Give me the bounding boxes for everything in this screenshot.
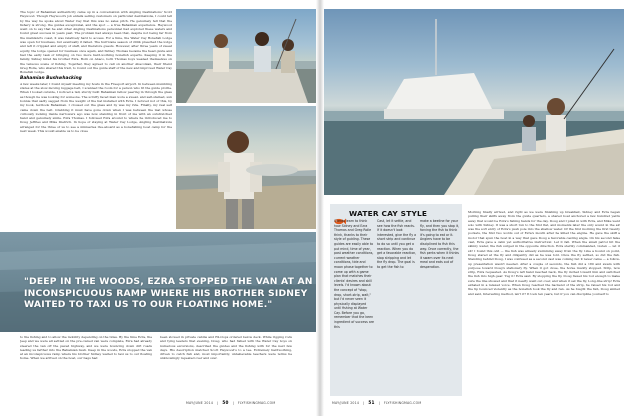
folio-site: FLYFISHINGMAG.COM xyxy=(237,400,276,405)
folio-left: MAY/JUNE 2014 | 50 | FLYFISHINGMAG.COM xyxy=(186,400,276,405)
photo-illustration xyxy=(176,9,316,103)
folio-date: MAY/JUNE 2014 xyxy=(186,400,214,405)
page-number: 51 xyxy=(368,400,375,405)
page-number: 50 xyxy=(222,400,229,405)
photo-angler-with-bonefish xyxy=(176,106,316,229)
fish-icon xyxy=(334,210,346,217)
article-column-3: been stowed in private cabins and Eli-Oops ordered below deck. While rigging rods and tying leaders that evening, Doug, who had fished with the Water Cay boys on numerous excursions, described the guides and the fishing with for the next few days. His description matched Scott Heywood's to a tee. Extremely hardworking, driven to catch fish and, most importantly, unbelievable teachers were terms he unknowingly repeated over and over. xyxy=(160,335,292,361)
sidebar-column-1: Clients learn to think how Sidney and Ezra Thomas and Greg Rolle think, thanks to their style of guiding. These guides are easily able to put mind, time of year, past weather conditions, current weather conditions, tide and moon phase together to come up with a game plan that matches their clients' desires and skill levels. I'd known about the concept of "stop, drop, short-strip, wait," but I'd never seen it physically displayed until fishing at Water Cay. Before you go, remember that the keen ingredient of success are this xyxy=(334,219,374,329)
photo-anglers-on-boat xyxy=(176,9,316,103)
pull-quote: "DEEP IN THE WOODS, EZRA STOPPED THE VAN AT AN INCONSPICUOUS RAMP WHERE HIS BROTHER SIDNEY WAITED TO TAXI US TO OUR FLOATING HOME." xyxy=(24,276,313,310)
folio-right: MAY/JUNE 2014 | 51 | FLYFISHINGMAG.COM xyxy=(332,400,422,405)
sidebar-column-2: Cast, let it settle, and see how the fish reacts. If it doesn't look interested, give the fly a short strip and continue to do so until you get a reaction. When you do get a favorable reaction, stop stripping and let the fly drop. The goal is to get the fish to xyxy=(377,219,417,269)
article-paragraph: A few weeks later, I found myself meeting my hosts in the Freeport airport. In between mumbling stares at the slow-moving luggage belt, I scanned the room for a person who fit the guide profile. When I looked outside, I noticed a tall, sturdy built Bahamian fellow peering in through the glass as though he was looking for someone. The scruffy faced man wore a sweat- and salt-stained, sun bonnie that sadly sagged from the weight of the hat installed with Ezra. I noticed not of this, by my book, textbook Bahamian. I crossed out the glass and by was my ride. Finally, my real self came down the belt. Grabbing it must have gone down when I was between the mat whose curiously looking inside narrowers ago was now standing in front of me with an outstretched hand and genuinely smile. Ezra Thomas. I followed Ezra around to where he introduced me to Doug Jeffries and Mike Dietrich. In hope of staying at Water Cay Lodge, Angling Destinations arranged for the three of us to see a miniseries live-aboard as a bonefishing boat camp for the next week. This would enable us to be close xyxy=(20,81,172,134)
sidebar-title: WATER CAY STYLE xyxy=(349,209,428,218)
photo-illustration xyxy=(176,106,316,229)
sidebar-column-3: make a beeline for your fly, and then you stop it, forcing the fish to think it's going to eat or it. Anglers have to be disciplined to fish this way. Once correctly, the fish perks when it thinks it swam over its next meal and eats out of desperation. xyxy=(420,219,460,269)
article-subhead: Bahamian Bushwhacking xyxy=(20,76,82,82)
article-paragraph: The topic of Bahamian authenticity came up in a conversation with Angling Destinations' Scott Heywood. Though Heywood's job entails selling customers on particular destinations, I could tell by the way he spoke about Water Cay that this was no sales pitch. He genuinely felt that the fishery is strong, the guides exceptional, and the spot — a true Bahamian experience. Heywood went on to say that he and other Angling Destinations personnel had explored these waters and found great success in years past. The problem had always been that, despite not being far from the mainland's coast, it was relatively hard to access. For a time, the Water Cay Bonefish Lodge was open for business, but eventually it failed. The hurricane season of 2004 preached the lodge and left it crippled and empty of staff, and therefore guests. However, after three years of sweat equity, the lodge opened for business once again, and Sidney Thomas became the head guide and had the early task of bringing on two more hard-working bonefish experts. Keeping it in the family, Sidney hired his brother Ezra. Born on Abaco, both Thomas boys weaned themselves on the tenuous scene of fishing. Together, they agreed to call on another Abaconian, their friend Greg Rolle, who shared this trait, to round out the guide staff of the new and improved Water Cay Bonefish Lodge. xyxy=(20,10,172,75)
page-gutter xyxy=(316,0,324,416)
folio-site: FLYFISHINGMAG.COM xyxy=(383,400,422,405)
folio-date: MAY/JUNE 2014 xyxy=(332,400,360,405)
sidebar-header xyxy=(334,209,427,218)
photo-illustration xyxy=(324,9,624,195)
article-column-2: to the fishing and to allow the mobility depending on the tides. By the time Ezra, the Jeep and we were all settled on the pre-owned van were complete, Ezra had already steered the van off the paved highway, and we were bouncing down dirt roads leading us farther into the Bahamian bush. Deep in the woods, Ezra stopped the van at an inconspicuous ramp where his brother Sidney waited to taxi us to our floating home. When we arrived on the boat, our bags had xyxy=(20,335,152,361)
photo-catamaran-mothership xyxy=(324,9,624,195)
article-column-right: Morning finally arrived, and right as we were finishing up breakfast, Sidney and Ezra began pulling their skiffs away from the guide quarters, a shared boat anchored a few hundred yards away that would be Ezra's fishing hands for the day. Doug and I piled in with Ezra, and Mike went solo with Sidney. It was a short run to the first flat, and moments later the only sound in the air was the soft entry of Ezra's push pole into the shallow water. Of the first morning the first twenty pockets, the first two words out of Ezra's mouth after he killed the engine. He gave the skiff a motor that spun the boat in a way that gave Doug a favorable casting angle. On his second false cast, Ezra gave a calm yet authoritative instruction: Let it fall. When the small patrol hit the skinny water, the fish surged in the opposite direction. Ezra sternly commanded, Listen — let it sit! I found this odd — the fish was already swimming away from the fly. Like a hound on point, Doug stared at the fly and diligently did as he was told. Once the fly settled, so did the fish. Standing behind Doug, I was confused as a second cast was coming but it never came — a follow-up presentation wasn't needed. After a couple of seconds, the fish did a 180 and swam with purpose toward Doug's stationary fly. When it got close, the horse muddy stopped. Strip, now strip, Ezra requested. As Doug's left hand reached back, the fly inched toward him and switched the fish into high gear. Tug it! Ezra said. By stopping the fly, Doug flexed his rod enough to make sure the line showed and that it nearly went out over, and when it set the fly, Long-line strip! Ezra exhaled in a relaxed voice. When Doug reached the backend of the strip, he raised his rod and the tip bounced violently as the bonefish took the fly and ran. As he fought the fish, Doug smiled and said, Interesting method, isn't it? It took ten years, but if you can discipline yourself to xyxy=(468,210,620,296)
